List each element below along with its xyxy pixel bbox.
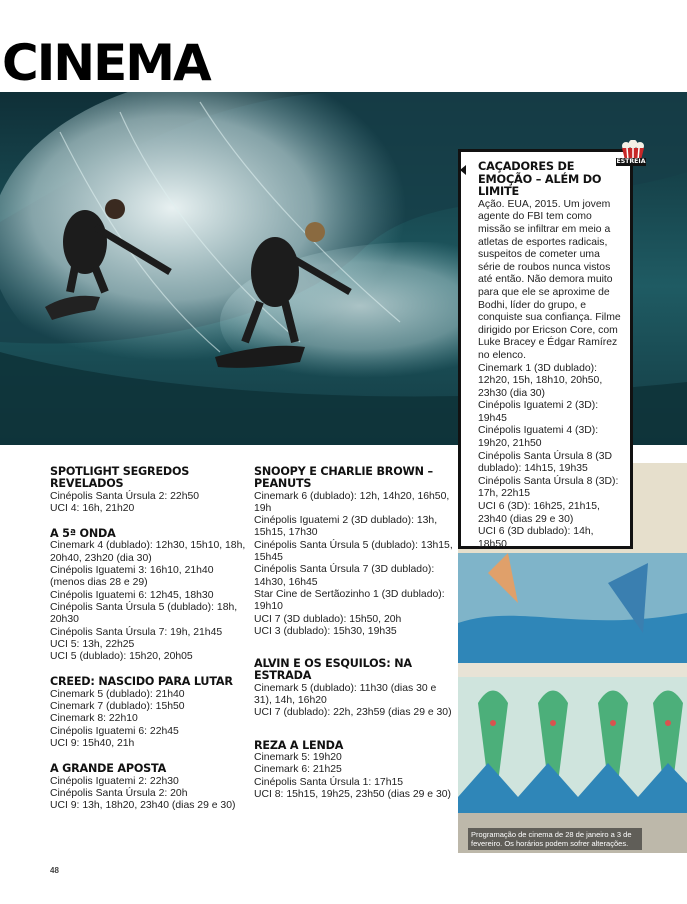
- film-listing: [50, 466, 250, 515]
- showtime: Cinépolis Iguatemi 3: 16h10, 21h40 (menos dias 28 e 29): [50, 565, 214, 589]
- popcorn-icon: [616, 140, 650, 174]
- showtime: Cinépolis Santa Úrsula 2: 20h: [50, 787, 188, 799]
- film-listing: [254, 466, 454, 638]
- showtime: UCI 5: 13h, 22h25: [50, 638, 135, 650]
- showtime: UCI 7 (dublado): 22h, 23h59 (dias 29 e 30): [254, 707, 452, 719]
- feature-showtime: Cinépolis Santa Úrsula 8 (3D dublado): 14h15, 19h35: [478, 450, 612, 475]
- arrow-left-icon: [460, 165, 466, 175]
- showtime: UCI 5 (dublado): 15h20, 20h05: [50, 651, 193, 663]
- premiere-badge: ESTREIA: [616, 158, 646, 165]
- showtime: Cinemark 5 (dublado): 11h30 (dias 30 e 31), 14h, 16h20: [254, 682, 437, 707]
- feature-showtime: UCI 6 (3D dublado): 14h, 18h50: [478, 526, 594, 550]
- listings-column-middle: [254, 466, 454, 814]
- schedule-note: Programação de cinema de 28 de janeiro a 3 de fevereiro. Os horários podem sofrer alterações.: [468, 828, 642, 850]
- film-title: A GRANDE APOSTA: [50, 762, 167, 776]
- film-listing: [254, 740, 454, 801]
- showtime: Cinépolis Iguatemi 6: 12h45, 18h30: [50, 589, 214, 601]
- film-listing: [254, 658, 454, 719]
- showtime: Cinépolis Santa Úrsula 5 (dublado): 18h, 20h30: [50, 601, 238, 626]
- showtime: Cinemark 6 (dublado): 12h, 14h20, 16h50, 19h: [254, 490, 450, 514]
- showtime: UCI 4: 16h, 21h20: [50, 502, 135, 514]
- showtime: Cinépolis Santa Úrsula 1: 17h15: [254, 776, 404, 788]
- showtime: Star Cine de Sertãozinho 1 (3D dublado): 19h10: [254, 588, 445, 613]
- showtime: Cinépolis Iguatemi 6: 22h45: [50, 725, 179, 737]
- feature-showtime: Cinemark 1 (3D dublado): 12h20, 15h, 18h10, 20h50, 23h30 (dia 30): [478, 362, 603, 399]
- showtime: UCI 3 (dublado): 15h30, 19h35: [254, 625, 397, 637]
- feature-title: CAÇADORES DE EMOÇÃO – ALÉM DO LIMITE: [478, 160, 602, 199]
- feature-box: [458, 149, 633, 549]
- showtime: Cinépolis Iguatemi 2 (3D dublado): 13h, 15h15, 17h30: [254, 515, 438, 539]
- showtime: Cinemark 5 (dublado): 21h40: [50, 688, 185, 700]
- feature-showtime: Cinépolis Iguatemi 4 (3D): 19h20, 21h50: [478, 425, 599, 450]
- film-title: SNOOPY E CHARLIE BROWN – PEANUTS: [254, 465, 433, 491]
- showtime: Cinépolis Iguatemi 2: 22h30: [50, 775, 179, 787]
- showtime: Cinemark 6: 21h25: [254, 764, 342, 776]
- showtime: Cinemark 4 (dublado): 12h30, 15h10, 18h, 20h40, 23h20 (dia 30): [50, 540, 246, 564]
- showtime: UCI 9: 13h, 18h20, 23h40 (dias 29 e 30): [50, 800, 236, 812]
- showtime: Cinépolis Santa Úrsula 2: 22h50: [50, 490, 200, 502]
- page-number: 48: [50, 866, 59, 875]
- showtime: Cinemark 7 (dublado): 15h50: [50, 701, 185, 713]
- feature-showtime: Cinépolis Santa Úrsula 8 (3D): 17h, 22h15: [478, 475, 619, 500]
- showtime: Cinépolis Santa Úrsula 7: 19h, 21h45: [50, 626, 223, 638]
- showtime: UCI 9: 15h40, 21h: [50, 737, 135, 749]
- feature-showtime: UCI 6 (3D): 16h25, 21h15, 23h40 (dias 29 e 30): [478, 501, 600, 525]
- showtime: Cinemark 8: 22h10: [50, 713, 138, 725]
- showtime: UCI 7 (3D dublado): 15h50, 20h: [254, 613, 402, 625]
- film-listing: [50, 676, 250, 750]
- showtime: Cinépolis Santa Úrsula 5 (dublado): 13h15, 15h45: [254, 539, 453, 564]
- film-title: CREED: NASCIDO PARA LUTAR: [50, 675, 233, 689]
- film-listing: [50, 528, 250, 663]
- film-title: A 5ª ONDA: [50, 527, 116, 541]
- film-title: SPOTLIGHT SEGREDOS REVELADOS: [50, 465, 190, 491]
- listings-column-left: [50, 466, 250, 825]
- showtime: UCI 8: 15h15, 19h25, 23h50 (dias 29 e 30): [254, 788, 451, 800]
- showtime: Cinemark 5: 19h20: [254, 751, 342, 763]
- feature-synopsis: Ação. EUA, 2015. Um jovem agente do FBI tem como missão se infiltrar em meio a atletas de esportes radicais, suspeitos de cometer uma série de roubos nunca vistos até então. Não demora muito para que ele se aproxime de Bodhi, líder do grupo, e conquiste sua confiança. Filme dirigido por Ericson Core, com Luke Bracey e Édgar Ramírez no elenco.: [478, 198, 621, 361]
- film-title: ALVIN E OS ESQUILOS: NA ESTRADA: [254, 657, 412, 683]
- film-title: REZA A LENDA: [254, 738, 344, 752]
- showtime: Cinépolis Santa Úrsula 7 (3D dublado): 14h30, 16h45: [254, 564, 435, 588]
- film-listing: [50, 763, 250, 812]
- section-title: CINEMA: [2, 34, 210, 92]
- feature-showtime: Cinépolis Iguatemi 2 (3D): 19h45: [478, 400, 599, 424]
